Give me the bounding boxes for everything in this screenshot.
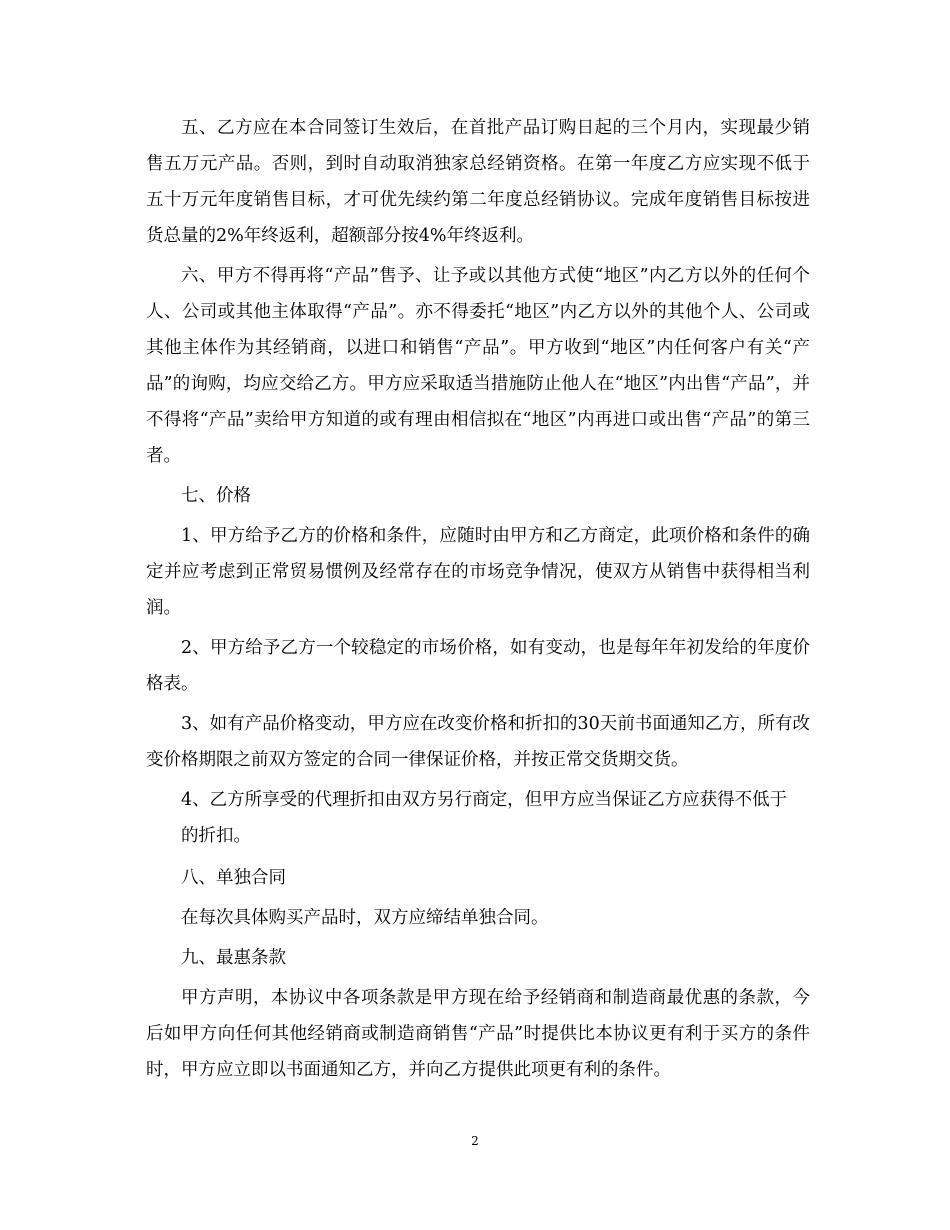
paragraph-separate-contract: 在每次具体购买产品时，双方应缔结单独合同。 — [181, 908, 549, 928]
paragraph-clause-5: 五、乙方应在本合同签订生效后，在首批产品订购日起的三个月内，实现最少销售五万元产品。否则，到时自动取消独家总经销资格。在第一年度乙方应实现不低于五十万元年度销售目标，才可优先续约第二年度总经销协议。完成年度销售目标按进货总量的2%年终返利，超额部分按4%年终返利。 — [146, 118, 810, 246]
paragraph-price-item-3: 3、如有产品价格变动，甲方应在改变价格和折扣的30天前书面通知乙方，所有改变价格期限之前双方签定的合同一律保证价格，并按正常交货期交货。 — [146, 714, 810, 770]
paragraph-price-item-2: 2、甲方给予乙方一个较稳定的市场价格，如有变动，也是每年年初发给的年度价格表。 — [146, 638, 810, 694]
heading-clause-9-most-favored: 九、最惠条款 — [181, 948, 286, 968]
paragraph-clause-6: 六、甲方不得再将“产品”售予、让予或以其他方式使“地区”内乙方以外的任何个人、公司或其他主体取得“产品”。亦不得委托“地区”内乙方以外的其他个人、公司或其他主体作为其经销商，以进口和销售“产品”。甲方收到“地区”内任何客户有关“产品”的询购，均应交给乙方。甲方应采取适当措施防止他人在“地区”内出售“产品”，并不得将“产品”卖给甲方知道的或有理由相信拟在“地区”内再进口或出售“产品”的第三者。 — [146, 266, 810, 466]
heading-clause-8-separate-contract: 八、单独合同 — [181, 868, 286, 888]
paragraph-most-favored: 甲方声明，本协议中各项条款是甲方现在给予经销商和制造商最优惠的条款，今后如甲方向任何其他经销商或制造商销售“产品”时提供比本协议更有利于买方的条件时，甲方应立即以书面通知乙方，并向乙方提供此项更有利的条件。 — [146, 988, 810, 1080]
document-body — [146, 110, 810, 1092]
paragraph-price-item-1: 1、甲方给予乙方的价格和条件，应随时由甲方和乙方商定，此项价格和条件的确定并应考虑到正常贸易惯例及经常存在的市场竞争情况，使双方从销售中获得相当利润。 — [146, 526, 810, 618]
paragraph-discount-blank: 的折扣。 — [181, 826, 251, 846]
heading-clause-7-price: 七、价格 — [181, 486, 251, 506]
page-number: 2 — [471, 1134, 479, 1148]
paragraph-price-item-4: 4、乙方所享受的代理折扣由双方另行商定，但甲方应当保证乙方应获得不低于 — [181, 790, 788, 810]
